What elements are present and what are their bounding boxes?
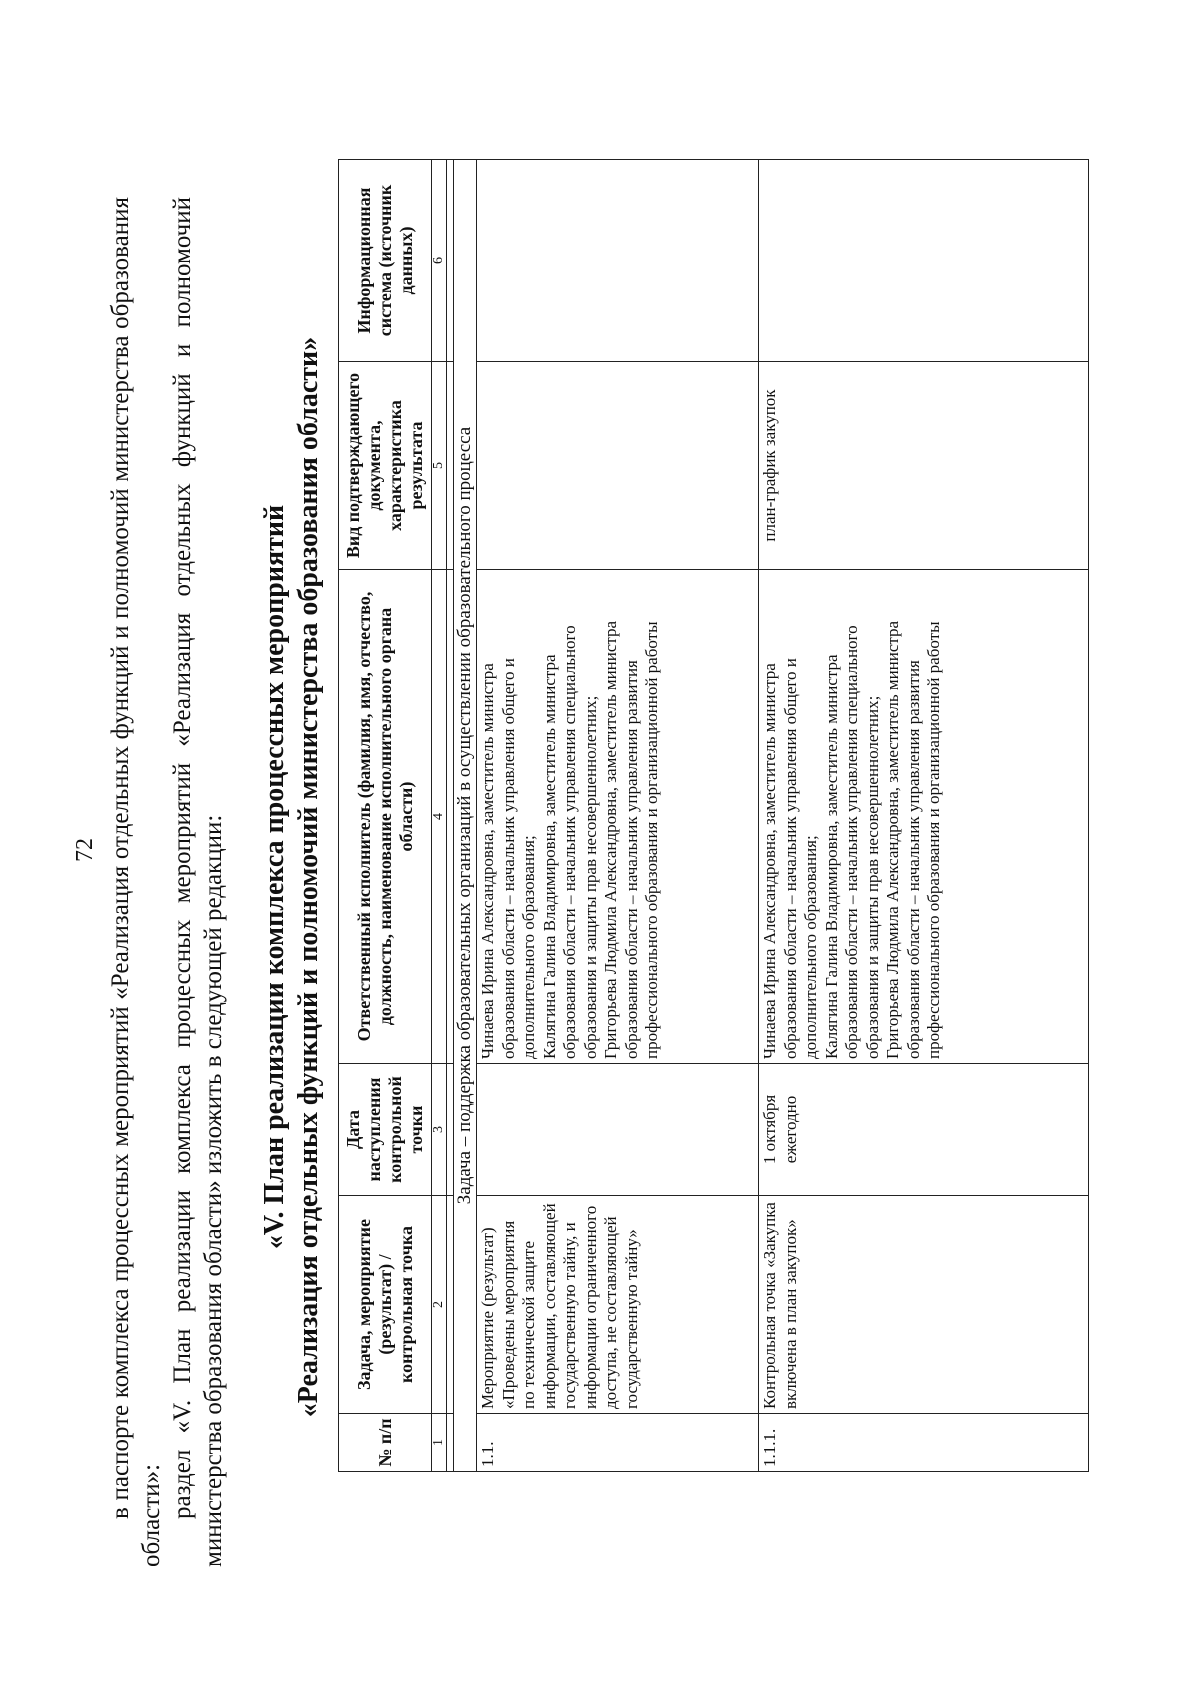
heading-line-2: «Реализация отдельных функций и полномочий министерства образования области»	[293, 336, 324, 1418]
row-system	[477, 160, 759, 362]
row-date: 1 октября ежегодно	[759, 1064, 1089, 1196]
column-number: 4	[432, 570, 447, 1064]
intro-text	[105, 197, 229, 1567]
table-header-row	[339, 160, 432, 1472]
plan-table	[338, 159, 1089, 1472]
responsible-person: Калягина Галина Владимировна, заместитель министра образования области – начальник управления специального образования и защиты прав несовершеннолетних;	[539, 625, 600, 1059]
section-row	[454, 160, 477, 1472]
header-document: Вид подтверждающего документа, характеристика результата	[339, 362, 432, 570]
header-number: № п/п	[339, 1414, 432, 1472]
page-number: 72	[72, 838, 98, 862]
row-document	[477, 362, 759, 570]
row-responsible	[477, 570, 759, 1064]
row-task: Контрольная точка «Закупка включена в план закупок»	[759, 1196, 1089, 1414]
heading-line-1: «V. План реализации комплекса процессных мероприятий	[259, 504, 290, 1250]
table-row	[477, 160, 759, 1472]
row-document: план-график закупок	[759, 362, 1089, 570]
row-number: 1.1.1.	[759, 1414, 1089, 1472]
responsible-person: Чинаева Ирина Александровна, заместитель министра образования области – начальник управления общего и дополнительного образования;	[760, 658, 820, 1059]
column-number-row	[432, 160, 447, 1472]
row-task: Мероприятие (результат) «Проведены мероприятия по технической защите информации, составляющей государственную тайну, и информации ограниченного доступа, не составляющей государственную тайну»	[477, 1196, 759, 1414]
header-date: Дата наступления контрольной точки	[339, 1064, 432, 1196]
responsible-person: Чинаева Ирина Александровна, заместитель министра образования области – начальник управления общего и дополнительного образования;	[478, 658, 538, 1059]
header-system: Информационная система (источник данных)	[339, 160, 432, 362]
responsible-person: Калягина Галина Владимировна, заместитель министра образования области – начальник управления специального образования и защиты прав несовершеннолетних;	[821, 625, 882, 1059]
header-task: Задача, мероприятие (результат) / контрольная точка	[339, 1196, 432, 1414]
intro-paragraph-section: раздел «V. План реализации комплекса процессных мероприятий «Реализация отдельных функций и полномочий министерства образования области» изложить в следующей редакции:	[169, 197, 227, 1567]
column-number: 6	[432, 160, 447, 362]
column-number: 1	[432, 1414, 447, 1472]
table-row	[759, 160, 1089, 1472]
row-number: 1.1.	[477, 1414, 759, 1472]
column-number: 2	[432, 1196, 447, 1414]
column-number: 3	[432, 1064, 447, 1196]
intro-paragraph-passport: в паспорте комплекса процессных мероприятий «Реализация отдельных функций и полномочий министерства образования области»:	[107, 197, 165, 1567]
section-heading	[258, 187, 326, 1567]
responsible-person: Григорьева Людмила Александровна, заместитель министра образования области – начальник управления развития профессионального образования и организационной работы	[883, 620, 943, 1059]
row-responsible	[759, 570, 1089, 1064]
header-responsible: Ответственный исполнитель (фамилия, имя, отчество, должность, наименование исполнительного органа области)	[339, 570, 432, 1064]
row-date	[477, 1064, 759, 1196]
row-system	[759, 160, 1089, 362]
section-title: Задача – поддержка образовательных организаций в осуществлении образовательного процесса	[454, 160, 477, 1472]
column-number: 5	[432, 362, 447, 570]
responsible-person: Григорьева Людмила Александровна, заместитель министра образования области – начальник управления развития профессионального образования и организационной работы	[601, 620, 661, 1059]
spacer-row	[447, 160, 454, 1472]
